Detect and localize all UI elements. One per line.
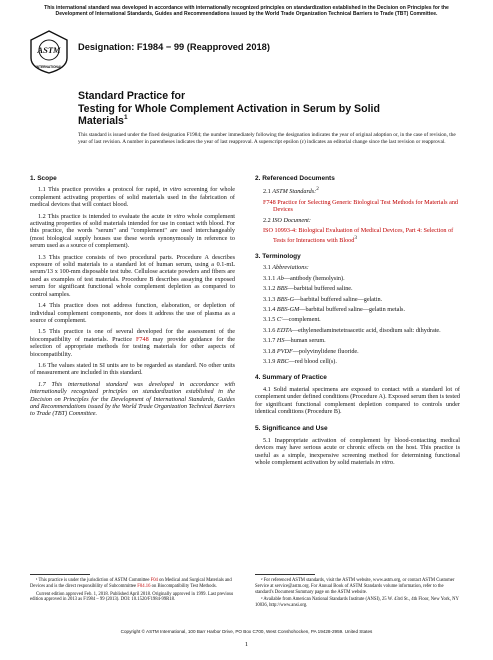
terminology-heading: 3. Terminology: [255, 252, 301, 260]
term-item: 3.1.6 EDTA—ethylenediaminetetraacetic acid, disodium salt: dihydrate.: [263, 326, 441, 334]
right-column: [255, 175, 460, 471]
significance-5-1: 5.1 Inappropriate activation of complement by blood-contacting medical devices may have serious acute or chronic effects on the host. This practice is useful as a simple, inexpensive screening method for determining functional whole complement activation by solid materials in vitro.: [255, 436, 460, 467]
title-footnote-ref: 1: [123, 113, 128, 121]
link-f04-16[interactable]: F04.16: [137, 583, 151, 589]
designation: Designation: F1984 − 99 (Reapproved 2018): [78, 42, 270, 52]
issuance-note: This standard is issued under the fixed designation F1984; the number immediately following the designation indicates the year of original adoption or, in the case of revision, the year of last revision. A number in parentheses indicates the year of last reapproval. A superscript epsilon (ε) indicates an editorial change since the last revision or reapproval.: [78, 132, 456, 145]
title-line-3-text: Materials: [78, 115, 124, 128]
standard-notice: This international standard was developed in accordance with internationally recognized principles on standardization established in the Decision on Principles for the Development of International Standards, Guides and Recommendations issued by the World Trade Organization Technical Barriers to Trade (TBT) Committee.: [44, 5, 449, 18]
footnotes-2-3: [255, 578, 460, 611]
term-item: 3.1.2 BBS—barbital buffered saline.: [263, 285, 353, 293]
copyright-line: Copyright © ASTM International, 100 Barr Harbor Drive, PO Box C700, West Conshohocken, PA 19428-2959. United States: [120, 629, 373, 634]
term-item: 3.1.7 HS—human serum.: [263, 337, 326, 345]
scope-1-1: 1.1 This practice provides a protocol for rapid, in vitro screening for whole complement activating properties of solid materials used in the fabrication of medical devices that will contact blood.: [30, 186, 236, 209]
footnote-3: ³ Available from American National Standards Institute (ANSI), 25 W. 43rd St., 4th Floor, New York, NY 10036, http://www.ansi.org.: [255, 597, 459, 609]
scope-1-4: 1.4 This practice does not address function, elaboration, or depletion of individual complement components, nor does it address the use of plasma as a source of complement.: [30, 302, 235, 324]
logo-subtext: INTERNATIONAL: [35, 65, 63, 69]
scope-heading: 1. Scope: [30, 175, 57, 182]
ref-f748: [255, 199, 460, 214]
left-column: [30, 175, 235, 422]
link-f748[interactable]: F748: [135, 335, 149, 343]
scope-1-3: 1.3 This practice consists of two procedural parts. Procedure A describes exposure of solid materials to a standard lot of human serum, using a 0.1-mL serum/13 x 100-mm disposable test tube. Cellulose acetate powders and fibers are used as examples of test materials. Procedure B describes assaying the exposed serum for significant functional whole complement depletion as compared to control samples.: [30, 253, 235, 298]
astm-logo: [30, 30, 68, 74]
summary-4-1: 4.1 Solid material specimens are exposed to contact with a standard lot of complement under defined conditions (Procedure A). Exposed serum then is tested for significant functional complement depletion compared to controls under identical conditions (Procedure B).: [255, 385, 460, 416]
ref-iso: ISO 10993-4: Biological Evaluation of Medical Devices, Part 4: Selection of Tests for Interactions with Blood$^3$: [263, 227, 454, 244]
abbreviations-label: 3.1 Abbreviations:: [263, 264, 309, 272]
footnote-1: ¹ This practice is under the jurisdiction of ASTM Committee F04 on Medical and Surgical Materials and Devices and is the direct responsibility of Subcommittee F04.16 on Biocompatibility Test Methods. Current edition approved Feb. 1, 2018. Published April 2018. Originally approved in 1999. Last previous edition approved in 2013 as F1984 – 99 (2013). DOI: 10.1520/F1984-99R18.: [30, 578, 234, 603]
footnote-2: ² For referenced ASTM standards, visit the ASTM website, www.astm.org, or contact ASTM Customer Service at service@astm.org. For Annual Book of ASTM Standards volume information, refer to the standard's Document Summary page on the ASTM website.: [255, 578, 455, 595]
referenced-heading: 2. Referenced Documents: [255, 175, 335, 182]
ref-f748-code[interactable]: F748: [263, 198, 276, 206]
summary-heading: 4. Summary of Practice: [255, 374, 327, 382]
scope-1-2: 1.2 This practice is intended to evaluate the acute in vitro whole complement activating properties of solid materials intended for use in contact with blood. For this practice, the words "serum" and "complement" are used interchangeably (most biological supply houses use these words synonymously in reference to serum used as a source of complement).: [30, 212, 236, 250]
footnote-divider-left: [30, 574, 90, 575]
ref-iso-title[interactable]: Biological Evaluation of Medical Devices, Part 4: Selection of Tests for Interactions with Blood: [273, 227, 454, 244]
page-number: 1: [244, 641, 249, 648]
title-line-2: Testing for Whole Complement Activation in Serum by Solid: [78, 102, 380, 115]
ref-iso-code[interactable]: ISO 10993-4:: [263, 227, 297, 235]
logo-wordmark: ASTM: [37, 45, 61, 55]
term-item: 3.1.1 Ab—antibody (hemolysin).: [263, 274, 345, 282]
footnote-divider-right: [255, 574, 315, 575]
scope-1-6: 1.6 The values stated in SI units are to be regarded as standard. No other units of measurement are included in this standard.: [30, 361, 235, 377]
scope-1-7: 1.7 This international standard was developed in accordance with internationally recognized principles on standardization established in the Decision on Principles for the Development of International Standards, Guides and Recommendations issued by the World Trade Organization Technical Barriers to Trade (TBT) Committee.: [30, 380, 235, 418]
document-title: [78, 90, 458, 128]
term-item: 3.1.4 BBS-GM—barbital buffered saline—gelatin metals.: [263, 306, 405, 313]
ref-f748-title[interactable]: Practice for Selecting Generic Biological Test Methods for Materials and Devices: [273, 198, 459, 214]
astm-standards-label: 2.1 ASTM Standards:$^2$: [263, 186, 319, 196]
term-item: 3.1.9 RBC—red blood cell(s).: [263, 358, 337, 366]
iso-document-label: 2.2 ISO Document:: [263, 216, 311, 224]
significance-heading: 5. Significance and Use: [255, 425, 328, 433]
term-item: 3.1.5 C′—complement.: [263, 316, 321, 324]
title-line-1: Standard Practice for: [78, 90, 186, 102]
title-line-3: [78, 115, 458, 128]
term-item: 3.1.8 PVDF—polyvinylidene fluoride.: [263, 347, 359, 355]
link-f04[interactable]: F04: [150, 578, 158, 583]
term-item: 3.1.3 BBS-G—barbital buffered saline—gelatin.: [263, 295, 383, 303]
terminology-list: [255, 275, 460, 366]
scope-1-5: 1.5 This practice is one of several developed for the assessment of the biocompatibility of materials. Practice F748 may provide guidance for the selection of appropriate methods for testing materials for other aspects of biocompatibility.: [30, 328, 235, 358]
